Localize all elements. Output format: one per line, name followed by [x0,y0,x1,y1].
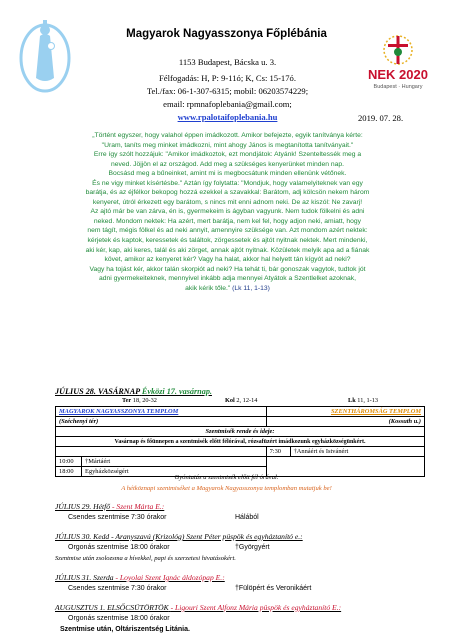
intent-cell: Egyházközségért [82,467,267,477]
gospel-line: követ, amikor az kenyeret kér? Vagy ha halat, akkor hal helyett tán kígyót ad neki? [104,256,351,264]
day-heading: JÚLIUS 31. Szerda - Loyolai Szent Ignác áldozópap E.: [55,573,225,582]
mass-schedule-table [55,406,425,477]
mass-intent: †Györgyért [235,544,270,551]
svg-text:NEK 2020: NEK 2020 [368,67,428,82]
church-a-name: MAGYAROK NAGYASSZONYA TEMPLOM [56,407,267,417]
time-cell: 7:30 [266,447,290,457]
gospel-line: neved. Jöjjön el az országod. Add meg a szükséges kenyerünket minden nap. [110,160,345,168]
bulletin-date: 2019. 07. 28. [358,113,404,123]
day-note: Szentmise után, Oltáriszentség Litánia. [60,626,190,633]
gospel-line: Vagy ha tojást kér, akkor talán skorpiót ad neki? Ha tehát ti, bár gonoszak vagytok, tudtok jót [89,265,366,273]
table-row [56,407,425,417]
gospel-line: Bocsásd meg a bűneinket, amint mi is megbocsátunk minden ellenünk vétőnek. [108,170,347,178]
gospel-passage [30,131,425,293]
website-link[interactable]: www.rpalotaifoplebania.hu [177,112,278,122]
mass-time: Orgonás szentmise 18:00 órakor [68,615,170,622]
phone-numbers: Tel./fax: 06-1-307-6315; mobil: 06203574229; [146,86,309,96]
gospel-line: neked. Mondom nektek: Ha azért, mert barátja, nem kel fel, hogy adjon neki, amiatt, hogy [93,217,362,225]
gospel-line: barátja, és az éjfélkor bekopog hozzá ezekkel a szavakkal: Barátom, adj kölcsön nekem három [85,189,370,197]
parish-title: Magyarok Nagyasszonya Főplébánia [126,28,327,40]
table-row [56,427,425,437]
reading-2: Kol 2, 12-14 [225,397,258,404]
church-a-place: (Széchenyi tér) [56,417,267,427]
gospel-line: És ne vigy minket kísértésbe." Aztán így folytatta: "Mondjuk, hogy valamelyiteknek van egy [92,179,363,187]
gospel-line-last [30,284,425,294]
mass-time: Csendes szentmise 7:30 órakor [68,514,167,521]
mass-time: Orgonás szentmise 18:00 órakor [68,544,170,551]
confession-note: Gyóntatás a szentmisék előtt fél órával. [174,474,279,481]
intent-cell: †Mártáért [82,457,267,467]
mass-time: Csendes szentmise 7:30 órakor [68,585,167,592]
table-row [56,447,425,457]
time-cell: 10:00 [56,457,82,467]
sunday-date: JÚLIUS 28. VASÁRNAP [55,387,140,396]
email-address: email: rpmnafoplebania@gmail.com; [163,99,292,109]
gospel-line: aki kér, kap, aki keres, talál és aki zörget, annak ajtót nyitnak. Közületek melyik apa ad a fiának [85,246,370,254]
gospel-last-text: akik kérik tőle." [185,284,231,292]
mass-intent: †Fülöpért és Veronikáért [235,585,312,592]
reading-3: Lk 11, 1-13 [348,397,379,404]
day-heading: AUGUSZTUS 1. ELSŐCSÜTÖRTÖK - Ligouri Szent Alfonz Mária püspök és egyháztanító E.: [55,603,342,612]
svg-text:Budapest · Hungary: Budapest · Hungary [373,84,423,90]
empty-cell [56,447,267,457]
office-hours: Félfogadás: H, P: 9-11ó; K, Cs: 15-17ó. [159,73,296,83]
parish-address: 1153 Budapest, Bácska u. 3. [178,57,277,67]
intent-cell: †Annáért és Istvánért [290,447,424,457]
gospel-line: Erre így szólt hozzájuk: "Amikor imádkoztok, ezt mondjátok: Atyánk! Szenteltessék meg a [93,151,362,159]
rosary-notice: Vasárnap és főünnepen a szentmisék előtt félórával, rózsafüzért imádkozunk egyházközségünkért. [56,437,425,447]
weekday-note: A hétköznapi szentmiséket a Magyarok Nagyasszonya templomban mutatjuk be! [121,485,332,492]
reading-1: Ter 18, 20-32 [122,397,157,404]
gospel-line: adni gyermekeiteknek, mennyivel inkább adja mennyei Atyátok a Szentlelket azoknak, [98,275,357,283]
order-title: Szentmisék rende és ideje: [56,427,425,437]
table-row [56,417,425,427]
church-b-place: (Kossuth u.) [266,417,424,427]
church-b-name: SZENTHÁROMSÁG TEMPLOM [266,407,424,417]
gospel-line: „Történt egyszer, hogy valahol éppen imádkozott. Amikor befejezte, egyik tanítványa kérte: [92,132,363,139]
table-row [56,457,425,467]
day-heading: JÚLIUS 30. Kedd - Aranyszavú (Krizológ) Szent Péter püspök és egyháztanító e.: [55,532,303,541]
sunday-heading [55,387,212,396]
mass-intent: Hálából [235,514,259,521]
gospel-line: kenyeret, útról érkezett egy barátom, s nincs mit enni adnom neki. De az kiszól: Ne zavarj! [92,198,363,206]
gospel-line: Az ajtó már be van zárva, én is, gyermekeim is ágyban vagyunk. Nem tudok fölkelni és adni [90,208,365,216]
cross-sun-icon [384,36,412,64]
day-heading: JÚLIUS 29. Hétfő - Szent Márta E.: [55,502,165,511]
empty-cell [266,457,424,467]
liturgical-day: Évközi 17. vasárnap. [141,387,212,396]
gospel-line: nem tágít, mégis fölkel és ad neki annyit, amennyire szüksége van. Azt mondom azért nektek: [87,227,368,235]
time-cell: 18:00 [56,467,82,477]
gospel-line: "Uram, taníts meg minket imádkozni, mint ahogy János is megtanította tanítványait." [101,141,354,149]
gospel-reference: (Lk 11, 1-13) [232,284,270,292]
table-row [56,437,425,447]
day-note: Szentmise után zsolozsma a hívekkel, papi és szerzetesi hivatásokért. [55,555,236,562]
gospel-line: kérjetek és kaptok, keressetek és találtok, zörgessetek és ajtót nyitnak nektek. Mert mindenki, [87,237,368,245]
